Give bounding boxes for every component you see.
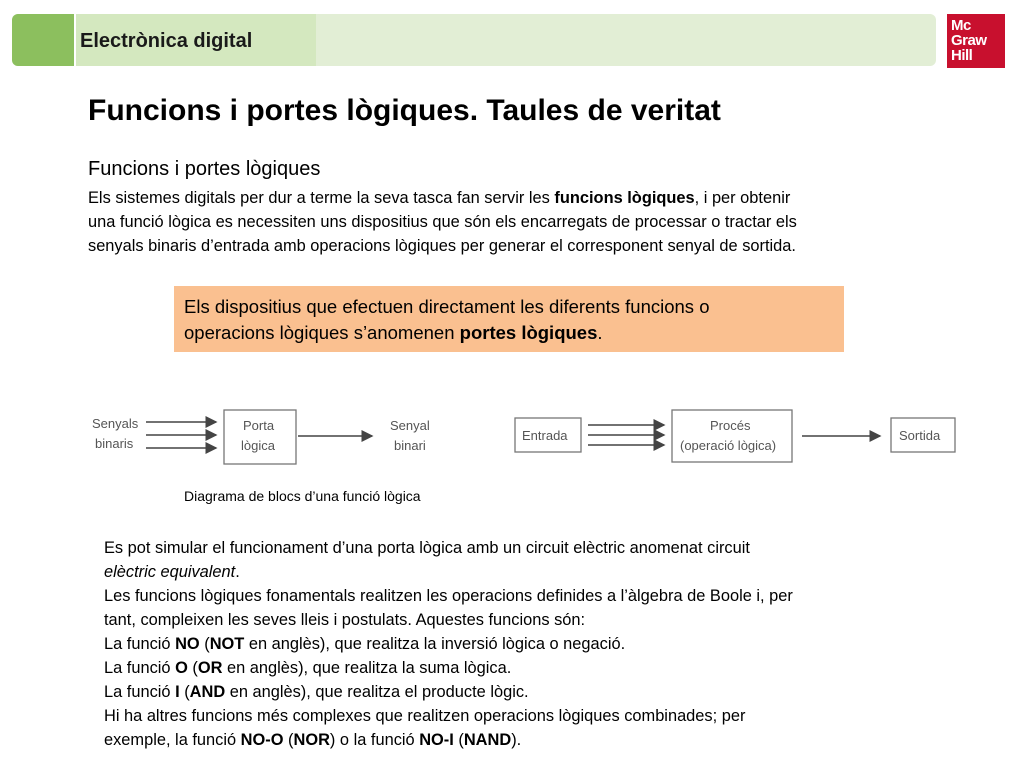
entrada-label: Entrada — [522, 428, 568, 443]
list-item-i: La funció I (AND en anglès), que realitza el producte lògic. — [104, 683, 529, 701]
intro-paragraph: Els sistemes digitals per dur a terme la seva tasca fan servir les funcions lògiques, i per obtenir una funció lògica es necessiten uns dispositius que són els encarregats de processar o tractar els senyals binaris d’entrada amb operacions lògiques per generar el corresponent senyal de sortida. — [88, 189, 797, 255]
diagram-left-output-1: Senyal — [390, 418, 430, 433]
section-heading: Funcions i portes lògiques — [88, 158, 321, 180]
callout-box: Els dispositius que efectuen directament les diferents funcions o operacions lògiques s’anomenen portes lògiques. — [174, 286, 844, 352]
list-item-o: La funció O (OR en anglès), que realitza la suma lògica. — [104, 659, 512, 677]
header-accent — [12, 14, 74, 66]
diagram-left-input-1: Senyals — [92, 416, 139, 431]
block-diagram — [0, 400, 1024, 470]
diagram-left-input-2: binaris — [95, 436, 134, 451]
input-arrows — [146, 422, 216, 448]
diagram-caption: Diagrama de blocs d’una funció lògica — [184, 488, 421, 504]
diagram-left-output-2: binari — [394, 438, 426, 453]
body-paragraph: Es pot simular el funcionament d’una porta lògica amb un circuit elèctric anomenat circuit elèctric equivalent. Les funcions lògiques fonamentals realitzen les operacions definides a l’àlgebra de Boole i, per tant, compleixen les seves lleis i postulats. Aquestes funcions són: La funció NO (NOT en anglès), que realitza la inversió lògica o negació. La funció O (OR en anglès), que realitza la suma lògica. La funció I (AND en anglès), que realitza el producte lògic. Hi ha altres funcions més complexes que realitzen operacions lògiques combinades; per exemple, la funció NO-O (NOR) o la funció NO-I (NAND). — [104, 536, 984, 752]
proces-label-2: (operació lògica) — [680, 438, 777, 453]
header-title: Electrònica digital — [80, 30, 253, 52]
process-input-arrows — [588, 425, 664, 445]
proces-label-1: Procés — [710, 418, 751, 433]
page-title: Funcions i portes lògiques. Taules de veritat — [88, 94, 721, 127]
sortida-label: Sortida — [899, 428, 941, 443]
mcgraw-hill-logo: Mc Graw Hill — [947, 14, 1005, 68]
bold-term: funcions lògiques — [554, 189, 695, 207]
list-item-no: La funció NO (NOT en anglès), que realitza la inversió lògica o negació. — [104, 635, 626, 653]
gate-label-1: Porta — [243, 418, 275, 433]
gate-label-2: lògica — [241, 438, 275, 453]
